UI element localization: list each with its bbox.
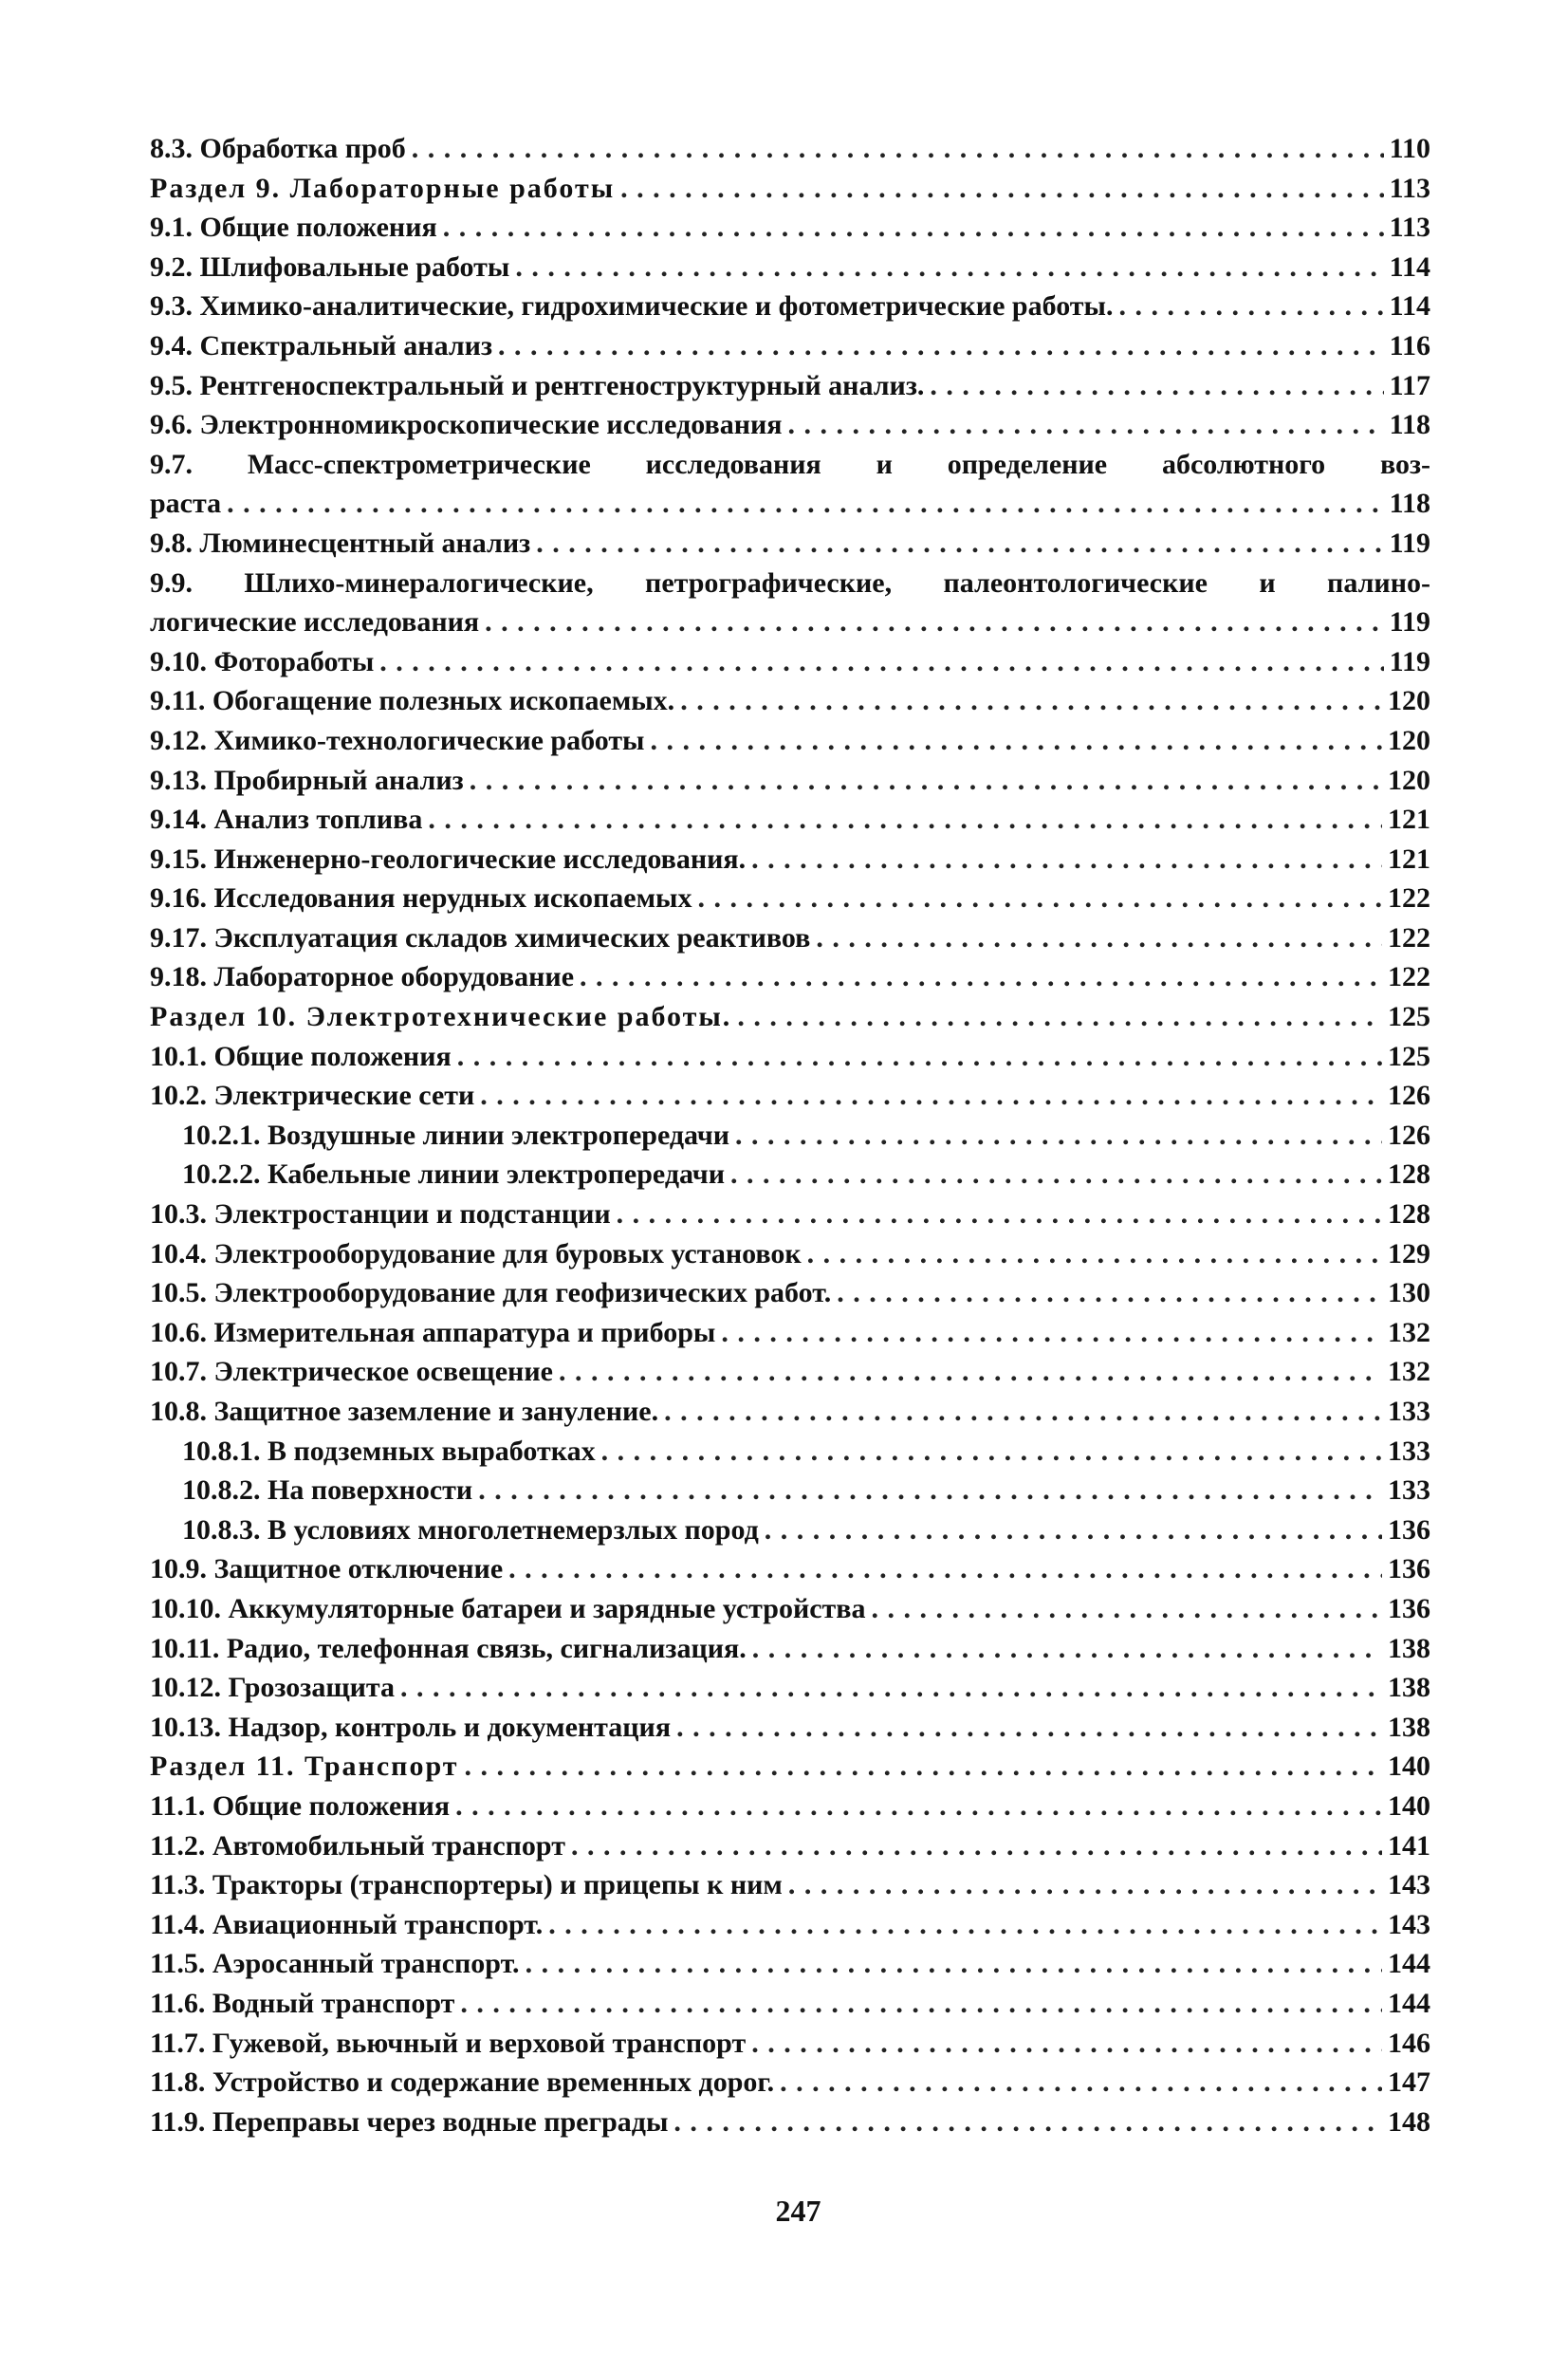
toc-entry-title: 9.8. Люминесцентный анализ	[150, 527, 531, 559]
toc-entry-page: 136	[1388, 1592, 1430, 1624]
toc-entry-title: 9.15. Инженерно-геологические исследования.	[150, 843, 747, 875]
toc-entry-page: 132	[1388, 1356, 1430, 1388]
toc-entry	[150, 1155, 1430, 1195]
dot-leader	[930, 366, 1383, 406]
dot-leader	[508, 1549, 1382, 1589]
toc-entry	[150, 129, 1430, 169]
toc-entry-page: 125	[1388, 1001, 1430, 1033]
toc-entry	[150, 1668, 1430, 1708]
dot-leader	[752, 1629, 1382, 1669]
toc-entry-page: 110	[1389, 133, 1430, 164]
toc-entry-page: 122	[1388, 882, 1430, 915]
dot-leader	[580, 957, 1382, 997]
toc-entry-page: 141	[1388, 1829, 1430, 1862]
toc-entry	[150, 1905, 1430, 1945]
toc-entry	[150, 1432, 1430, 1472]
dot-leader	[751, 840, 1382, 880]
toc-entry-title: 9.2. Шлифовальные работы	[150, 250, 510, 283]
dot-leader	[780, 2063, 1382, 2103]
toc-entry-title: Раздел 11. Транспорт	[150, 1751, 459, 1783]
toc-entry-title: 9.11. Обогащение полезных ископаемых.	[150, 685, 675, 717]
toc-entry	[150, 1984, 1430, 2024]
dot-leader	[730, 1155, 1382, 1195]
toc-entry-title: 11.8. Устройство и содержание временных дорог.	[150, 2066, 775, 2099]
toc-entry-page: 119	[1389, 645, 1430, 677]
toc-entry-page: 148	[1388, 2105, 1430, 2138]
toc-entry	[150, 1195, 1430, 1234]
toc-entry-page: 114	[1389, 250, 1430, 283]
dot-leader	[379, 642, 1383, 682]
toc-entry-page: 136	[1388, 1513, 1430, 1546]
toc-entry	[150, 1549, 1430, 1589]
dot-leader	[470, 761, 1382, 801]
toc-entry-page: 136	[1388, 1553, 1430, 1585]
dot-leader	[807, 1234, 1382, 1274]
toc-entry	[150, 602, 1430, 642]
toc-entry-page: 143	[1388, 1908, 1430, 1940]
toc-entry	[150, 1629, 1430, 1669]
toc-entry-title: 9.14. Анализ топлива	[150, 804, 423, 836]
dot-leader	[751, 2024, 1382, 2064]
toc-entry-title: 11.6. Водный транспорт	[150, 1987, 455, 2019]
toc-entry-title: 10.10. Аккумуляторные батареи и зарядные устройства	[150, 1592, 866, 1624]
dot-leader	[455, 1787, 1382, 1826]
toc-entry	[150, 1865, 1430, 1905]
toc-entry	[150, 761, 1430, 801]
dot-leader	[737, 997, 1382, 1037]
toc-entry-page: 144	[1388, 1948, 1430, 1980]
dot-leader	[673, 2103, 1382, 2142]
toc-entry	[150, 1313, 1430, 1353]
dot-leader	[735, 1116, 1382, 1156]
dot-leader	[515, 248, 1383, 287]
toc-entry	[150, 681, 1430, 721]
toc-entry	[150, 642, 1430, 682]
toc-entry	[150, 1352, 1430, 1392]
toc-entry-title: 11.3. Тракторы (транспортеры) и прицепы к ним	[150, 1869, 783, 1901]
toc-entry-title-continued: раста	[150, 488, 222, 520]
dot-leader	[227, 484, 1384, 524]
toc-entry-page: 138	[1388, 1672, 1430, 1704]
dot-leader	[526, 1944, 1382, 1984]
toc-entry-title: 10.11. Радио, телефонная связь, сигнализация.	[150, 1632, 747, 1664]
dot-leader	[464, 1747, 1382, 1787]
toc-entry	[150, 1471, 1430, 1510]
toc-entry-title: 11.9. Переправы через водные преграды	[150, 2105, 669, 2138]
dot-leader	[498, 326, 1384, 366]
dot-leader	[480, 1076, 1382, 1116]
toc-entry-page: 140	[1388, 1751, 1430, 1783]
dot-leader	[721, 1313, 1382, 1353]
page-number: 247	[775, 2194, 821, 2228]
toc-entry	[150, 1510, 1430, 1550]
toc-entry-page: 116	[1389, 329, 1430, 361]
toc-entry-page: 125	[1388, 1040, 1430, 1072]
toc-entry-page: 118	[1389, 409, 1430, 441]
toc-entry	[150, 1944, 1430, 1984]
toc-entry-title: 11.1. Общие положения	[150, 1789, 451, 1822]
dot-leader	[788, 405, 1384, 445]
dot-leader	[697, 879, 1382, 918]
dot-leader	[788, 1865, 1382, 1905]
toc-entry-title: 11.5. Аэросанный транспорт.	[150, 1948, 520, 1980]
toc-entry-line	[150, 445, 1430, 485]
toc-entry-page: 128	[1388, 1198, 1430, 1231]
toc-entry-page: 143	[1388, 1869, 1430, 1901]
toc-entry	[150, 1589, 1430, 1629]
toc-entry-page: 119	[1389, 606, 1430, 639]
toc-entry	[150, 524, 1430, 564]
toc-entry-title: 9.17. Эксплуатация складов химических реактивов	[150, 921, 811, 954]
toc-entry-title: 9.5. Рентгеноспектральный и рентгеноструктурный анализ.	[150, 369, 925, 401]
toc-entry-page: 120	[1388, 724, 1430, 756]
dot-leader	[457, 1037, 1382, 1077]
toc-entry	[150, 1392, 1430, 1432]
toc-entry-page: 117	[1389, 369, 1430, 401]
toc-entry	[150, 326, 1430, 366]
toc-entry	[150, 918, 1430, 958]
dot-leader	[428, 800, 1382, 840]
toc-entry-page: 138	[1388, 1711, 1430, 1743]
toc-entry-page: 140	[1388, 1789, 1430, 1822]
toc-entry	[150, 957, 1430, 997]
toc-entry-title: 10.8.3. В условиях многолетнемерзлых пород	[182, 1513, 759, 1546]
toc-entry-page: 146	[1388, 2027, 1430, 2059]
toc-entry-page: 119	[1389, 527, 1430, 559]
toc-entry-page: 113	[1389, 212, 1430, 244]
toc-entry-title: 9.18. Лабораторное оборудование	[150, 961, 575, 993]
dot-leader	[478, 1471, 1382, 1510]
toc-entry	[150, 997, 1430, 1037]
toc-entry-title: 10.5. Электрооборудование для геофизических работ.	[150, 1277, 832, 1309]
toc-entry	[150, 1747, 1430, 1787]
dot-leader	[765, 1510, 1382, 1550]
toc-entry-title: 9.1. Общие положения	[150, 212, 437, 244]
dot-leader	[680, 681, 1382, 721]
toc-entry-title: 9.16. Исследования нерудных ископаемых	[150, 882, 692, 915]
toc-entry-title: 11.4. Авиационный транспорт.	[150, 1908, 544, 1940]
toc-entry-page: 120	[1388, 685, 1430, 717]
toc-entry	[150, 1116, 1430, 1156]
dot-leader	[1118, 287, 1383, 326]
toc-entry-page: 132	[1388, 1316, 1430, 1348]
toc-entry-title: 10.8.2. На поверхности	[182, 1474, 473, 1507]
toc-entry	[150, 1037, 1430, 1077]
toc-entry	[150, 2103, 1430, 2142]
toc-entry-page: 126	[1388, 1119, 1430, 1151]
toc-entry	[150, 2024, 1430, 2064]
toc-entry	[150, 1787, 1430, 1826]
toc-entry-page: 144	[1388, 1987, 1430, 2019]
dot-leader	[485, 602, 1384, 642]
toc-entry	[150, 800, 1430, 840]
toc-entry-page: 113	[1389, 172, 1430, 204]
toc-entry-page: 126	[1388, 1080, 1430, 1112]
toc-entry-page: 122	[1388, 961, 1430, 993]
toc-entry	[150, 879, 1430, 918]
toc-entry	[150, 208, 1430, 248]
toc-entry	[150, 405, 1430, 445]
toc-entry	[150, 1273, 1430, 1313]
toc-entry-title: 9.12. Химико-технологические работы	[150, 724, 645, 756]
toc-entry-title: 9.10. Фотоработы	[150, 645, 375, 677]
toc-entry-page: 121	[1388, 804, 1430, 836]
dot-leader	[460, 1984, 1382, 2024]
toc-entry-title: 9.4. Спектральный анализ	[150, 329, 493, 361]
toc-entry-title: 9.6. Электронномикроскопические исследования	[150, 409, 783, 441]
toc-entry-title: 11.7. Гужевой, вьючный и верховой транспорт	[150, 2027, 747, 2059]
toc-entry-title: Раздел 10. Электротехнические работы.	[150, 1001, 732, 1033]
toc-entry-title: 11.2. Автомобильный транспорт	[150, 1829, 565, 1862]
toc-entry-title: Раздел 9. Лабораторные работы	[150, 172, 616, 204]
dot-leader	[676, 1708, 1382, 1748]
toc-entry-title: 10.6. Измерительная аппаратура и приборы	[150, 1316, 716, 1348]
toc-entry	[150, 1826, 1430, 1866]
toc-entry-page: 133	[1388, 1396, 1430, 1427]
toc-entry-title-continued: логические исследования	[150, 606, 480, 639]
toc-entry	[150, 169, 1430, 209]
dot-leader	[443, 208, 1384, 248]
toc-entry-page: 138	[1388, 1632, 1430, 1664]
toc-entry-page: 128	[1388, 1158, 1430, 1191]
dot-leader	[536, 524, 1383, 564]
toc-entry-line	[150, 564, 1430, 603]
dot-leader	[664, 1392, 1382, 1432]
toc-entry-title: 10.2. Электрические сети	[150, 1080, 475, 1112]
toc-entry	[150, 2063, 1430, 2103]
toc-entry-page: 147	[1388, 2066, 1430, 2099]
toc-entry-title: 10.2.2. Кабельные линии электропередачи	[182, 1158, 725, 1191]
toc-entry-title: 10.3. Электростанции и подстанции	[150, 1198, 611, 1231]
toc-entry-page: 130	[1388, 1277, 1430, 1309]
toc-entry-page: 133	[1388, 1435, 1430, 1467]
dot-leader	[601, 1432, 1382, 1472]
dot-leader	[559, 1352, 1382, 1392]
toc-entry-title: 10.2.1. Воздушные линии электропередачи	[182, 1119, 730, 1151]
toc-entry	[150, 840, 1430, 880]
toc-entry	[150, 366, 1430, 406]
toc-entry-title: 10.1. Общие положения	[150, 1040, 452, 1072]
toc-entry	[150, 721, 1430, 761]
toc-entry-page: 114	[1389, 290, 1430, 323]
toc-entry-title: 9.3. Химико-аналитические, гидрохимические и фотометрические работы.	[150, 290, 1114, 323]
toc-entry-title: 9.13. Пробирный анализ	[150, 764, 464, 796]
dot-leader	[872, 1589, 1383, 1629]
dot-leader	[650, 721, 1382, 761]
toc-entry-page: 120	[1388, 764, 1430, 796]
toc-entry	[150, 287, 1430, 326]
toc-entry-title: 10.7. Электрическое освещение	[150, 1356, 553, 1388]
toc-entry-page: 122	[1388, 921, 1430, 954]
toc-entry-title: 10.13. Надзор, контроль и документация	[150, 1711, 672, 1743]
dot-leader	[620, 169, 1384, 209]
toc-entry	[150, 1708, 1430, 1748]
dot-leader	[548, 1905, 1382, 1945]
toc-entry-title: 10.12. Грозозащита	[150, 1672, 396, 1704]
table-of-contents	[150, 129, 1430, 2141]
toc-entry	[150, 248, 1430, 287]
dot-leader	[571, 1826, 1382, 1866]
toc-entry-title: 8.3. Обработка проб	[150, 133, 406, 164]
toc-entry-page: 129	[1388, 1237, 1430, 1269]
toc-entry-title: 10.8. Защитное заземление и зануление.	[150, 1396, 659, 1427]
toc-entry-page: 118	[1389, 488, 1430, 520]
dot-leader	[400, 1668, 1382, 1708]
toc-entry-title: 9.7. Масс-спектрометрические исследования и определение абсолютного воз-	[150, 448, 1430, 480]
toc-entry	[150, 484, 1430, 524]
dot-leader	[412, 129, 1384, 169]
dot-leader	[816, 918, 1382, 958]
toc-entry	[150, 1234, 1430, 1274]
toc-entry-title: 10.4. Электрооборудование для буровых установок	[150, 1237, 802, 1269]
toc-entry-page: 133	[1388, 1474, 1430, 1507]
toc-entry-title: 10.9. Защитное отключение	[150, 1553, 504, 1585]
toc-entry-title: 10.8.1. В подземных выработках	[182, 1435, 596, 1467]
toc-entry	[150, 1076, 1430, 1116]
toc-entry-page: 121	[1388, 843, 1430, 875]
dot-leader	[837, 1273, 1382, 1313]
toc-entry-title: 9.9. Шлихо-минералогические, петрографические, палеонтологические и палино-	[150, 566, 1430, 599]
dot-leader	[617, 1195, 1382, 1234]
